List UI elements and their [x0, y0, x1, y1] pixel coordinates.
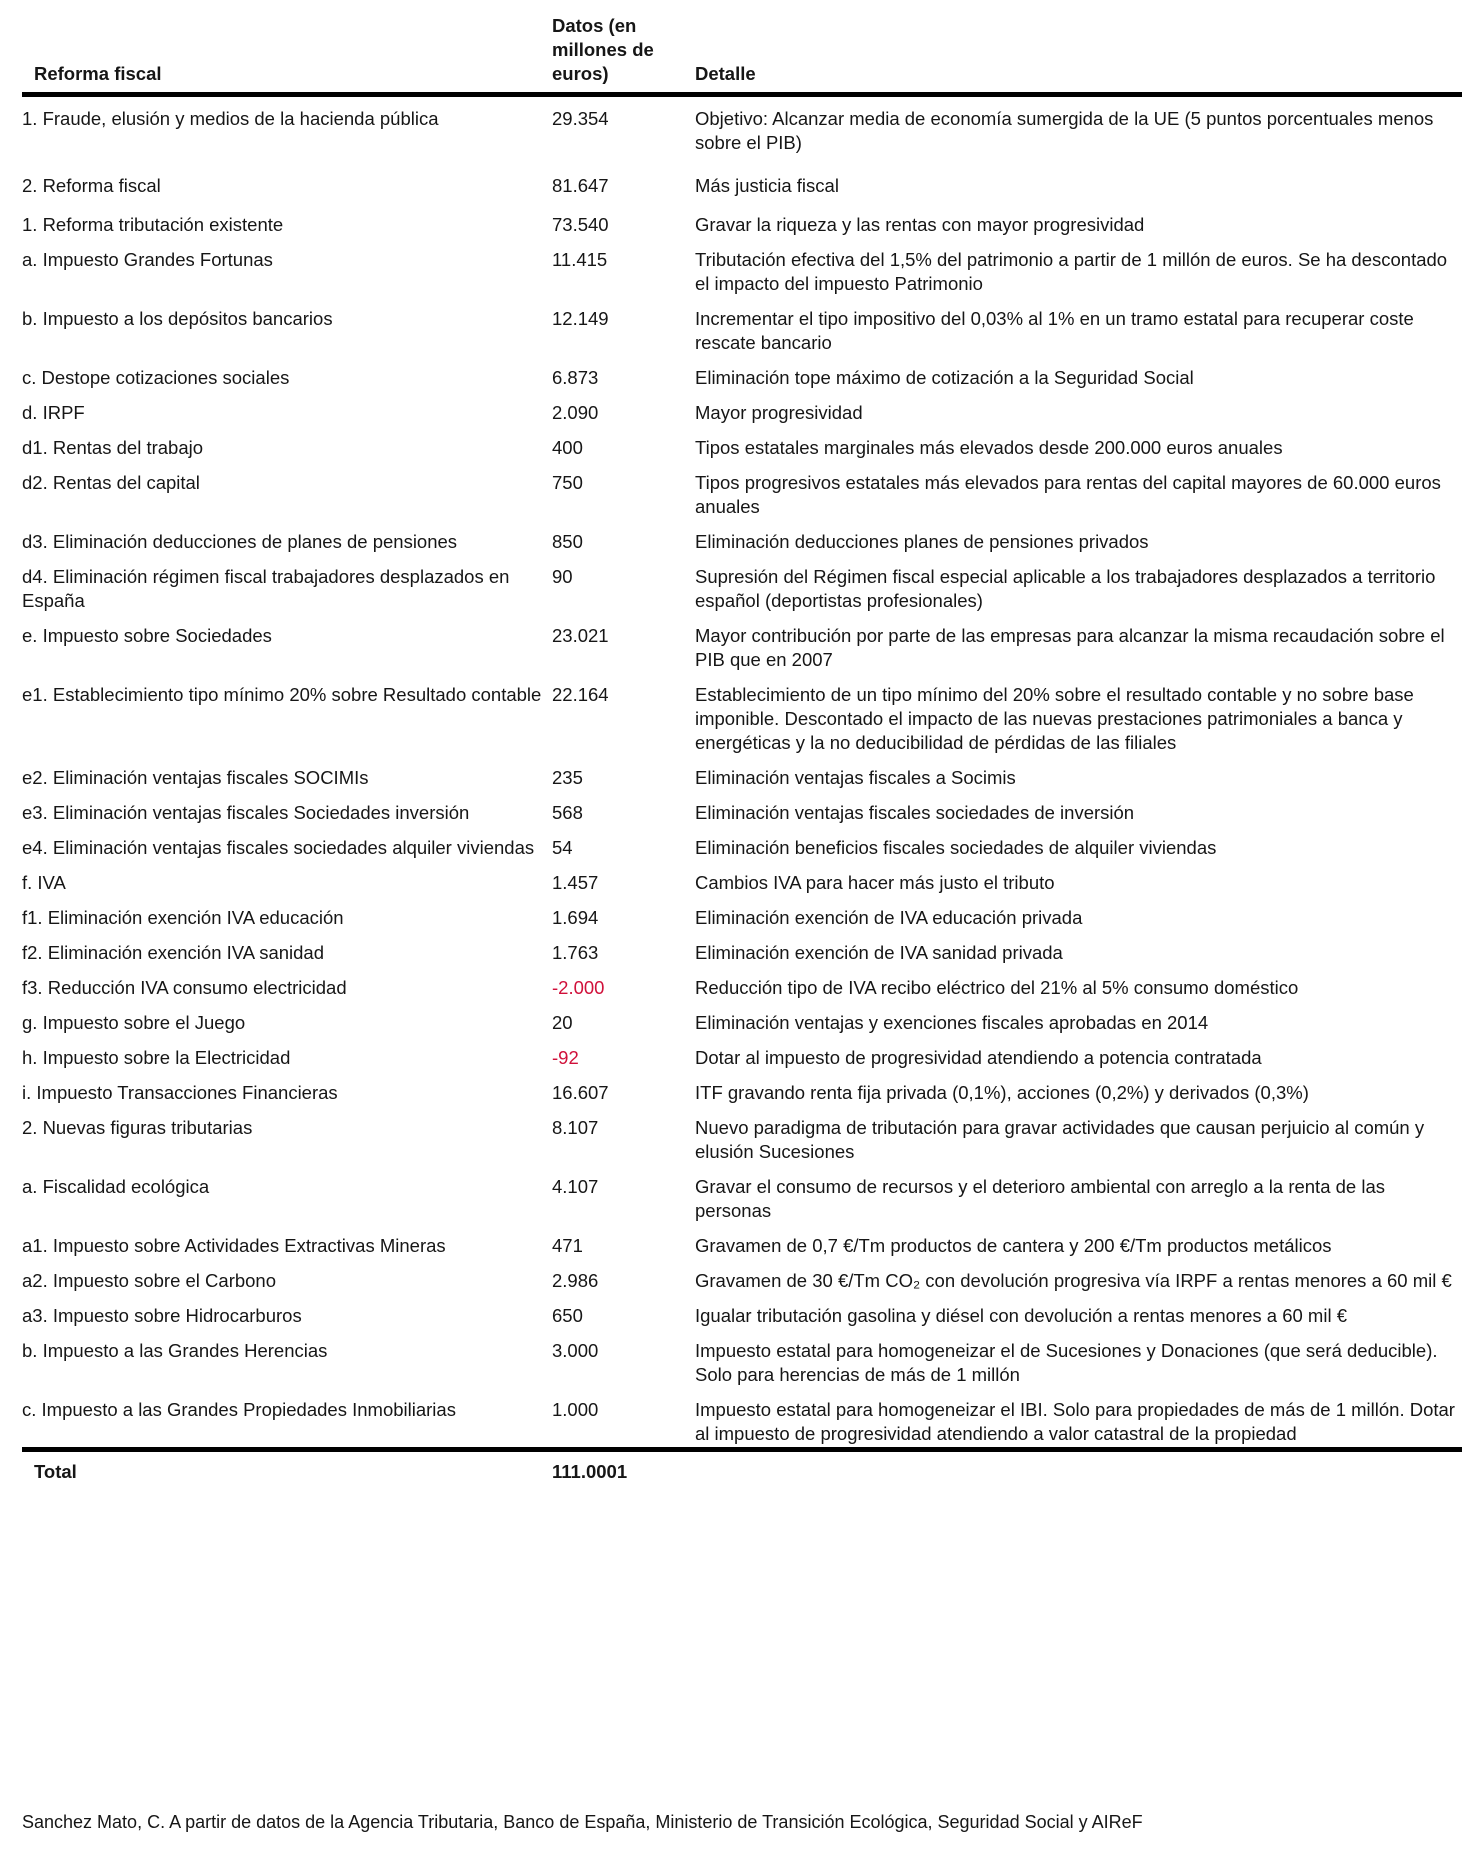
table-row [22, 1298, 1462, 1333]
row-item-label: 2. Reforma fiscal [22, 175, 161, 196]
row-value: 8.107 [552, 1117, 599, 1138]
row-item-label: 1. Fraude, elusión y medios de la hacienda pública [22, 108, 439, 129]
row-item-label: a2. Impuesto sobre el Carbono [22, 1270, 277, 1291]
table-row [22, 1005, 1462, 1040]
row-value: 16.607 [552, 1082, 609, 1103]
row-item-label: c. Impuesto a las Grandes Propiedades Inmobiliarias [22, 1392, 552, 1450]
fiscal-reform-table [22, 14, 1462, 1484]
row-item-label: e. Impuesto sobre Sociedades [22, 625, 272, 646]
table-row [22, 465, 1462, 524]
row-item-label: f3. Reducción IVA consumo electricidad [22, 977, 347, 998]
row-detail: Eliminación beneficios fiscales sociedades de alquiler viviendas [695, 837, 1217, 858]
row-value: 4.107 [552, 1176, 599, 1197]
table-row [22, 865, 1462, 900]
row-item-label: 2. Nuevas figuras tributarias [22, 1117, 253, 1138]
row-value: 1.694 [552, 907, 599, 928]
row-value: 2.090 [552, 402, 599, 423]
table-footer [22, 1450, 1462, 1485]
row-detail: Gravar el consumo de recursos y el deterioro ambiental con arreglo a la renta de las personas [695, 1176, 1385, 1221]
row-item-label: f1. Eliminación exención IVA educación [22, 907, 344, 928]
table-body [22, 95, 1462, 1450]
row-value: 23.021 [552, 625, 609, 646]
row-item-label: e1. Establecimiento tipo mínimo 20% sobre Resultado contable [22, 684, 542, 705]
header-item: Reforma fiscal [22, 14, 552, 95]
row-item-label: b. Impuesto a los depósitos bancarios [22, 308, 333, 329]
table-row [22, 1228, 1462, 1263]
row-item-label: f2. Eliminación exención IVA sanidad [22, 942, 325, 963]
table-row [22, 95, 1462, 165]
row-item-label: c. Destope cotizaciones sociales [22, 367, 290, 388]
total-value: 111.0001 [552, 1461, 628, 1482]
header-row [22, 14, 1462, 95]
row-detail: Eliminación tope máximo de cotización a la Seguridad Social [695, 367, 1194, 388]
row-value: 81.647 [552, 175, 609, 196]
row-detail: Eliminación deducciones planes de pensiones privados [695, 531, 1149, 552]
table-row [22, 1075, 1462, 1110]
row-item-label: e4. Eliminación ventajas fiscales sociedades alquiler viviendas [22, 837, 535, 858]
table-row [22, 164, 1462, 207]
row-item-label: a. Fiscalidad ecológica [22, 1176, 210, 1197]
row-detail: Mayor progresividad [695, 402, 863, 423]
row-detail: Eliminación ventajas fiscales sociedades de inversión [695, 802, 1135, 823]
row-detail: Más justicia fiscal [695, 175, 839, 196]
row-item-label: h. Impuesto sobre la Electricidad [22, 1047, 291, 1068]
table-row [22, 830, 1462, 865]
header-value: Datos (en millones de euros) [552, 14, 695, 95]
row-item-label: a. Impuesto Grandes Fortunas [22, 249, 273, 270]
row-detail: Mayor contribución por parte de las empresas para alcanzar la misma recaudación sobre el PIB que en 2007 [695, 625, 1445, 670]
row-detail: Eliminación exención de IVA educación privada [695, 907, 1083, 928]
total-detail-empty [695, 1450, 1462, 1485]
row-detail: Igualar tributación gasolina y diésel con devolución a rentas menores a 60 mil € [695, 1305, 1347, 1326]
row-item-label: a1. Impuesto sobre Actividades Extractivas Mineras [22, 1235, 446, 1256]
row-item-label: a3. Impuesto sobre Hidrocarburos [22, 1305, 302, 1326]
row-item-label: d3. Eliminación deducciones de planes de pensiones [22, 531, 458, 552]
table-row [22, 1169, 1462, 1228]
table-row [22, 430, 1462, 465]
row-value: 400 [552, 437, 583, 458]
row-value: 11.415 [552, 249, 608, 270]
table-row [22, 1040, 1462, 1075]
row-value: 1.457 [552, 872, 599, 893]
row-item-label: d1. Rentas del trabajo [22, 437, 204, 458]
row-detail: Eliminación ventajas y exenciones fiscales aprobadas en 2014 [695, 1012, 1209, 1033]
table-row [22, 559, 1462, 618]
table-row [22, 900, 1462, 935]
row-item-label: 1. Reforma tributación existente [22, 214, 284, 235]
row-detail: Nuevo paradigma de tributación para gravar actividades que causan perjuicio al común y elusión Sucesiones [695, 1117, 1425, 1162]
row-value: 1.763 [552, 942, 599, 963]
row-value: 471 [552, 1235, 583, 1256]
row-item-label: d. IRPF [22, 402, 85, 423]
row-detail: Reducción tipo de IVA recibo eléctrico del 21% al 5% consumo doméstico [695, 977, 1299, 998]
row-value: 650 [552, 1305, 583, 1326]
table-row [22, 1263, 1462, 1298]
row-value: 568 [552, 802, 583, 823]
table-row [22, 207, 1462, 242]
table-row [22, 760, 1462, 795]
row-detail: Tipos progresivos estatales más elevados para rentas del capital mayores de 60.000 euros anuales [695, 472, 1441, 517]
row-value: 750 [552, 472, 583, 493]
table-row [22, 242, 1462, 301]
row-item-label: e3. Eliminación ventajas fiscales Sociedades inversión [22, 802, 470, 823]
source-note: Sanchez Mato, C. A partir de datos de la Agencia Tributaria, Banco de España, Ministerio de Transición Ecológica, Seguridad Social y AIReF [22, 1812, 1143, 1832]
row-value: 6.873 [552, 367, 599, 388]
table-row [22, 301, 1462, 360]
table-row [22, 795, 1462, 830]
row-value: 2.986 [552, 1270, 599, 1291]
row-detail: Gravamen de 30 €/Tm CO₂ con devolución progresiva vía IRPF a rentas menores a 60 mil € [695, 1270, 1452, 1291]
row-value: 73.540 [552, 214, 609, 235]
row-item-label: b. Impuesto a las Grandes Herencias [22, 1340, 328, 1361]
row-detail: Cambios IVA para hacer más justo el tributo [695, 872, 1055, 893]
table-row [22, 360, 1462, 395]
row-value: 3.000 [552, 1340, 599, 1361]
row-value: 22.164 [552, 684, 609, 705]
row-detail: Impuesto estatal para homogeneizar el IBI. Solo para propiedades de más de 1 millón. Dotar al impuesto de progresividad atendiendo a valor catastral de la propiedad [695, 1392, 1462, 1450]
row-item-label: g. Impuesto sobre el Juego [22, 1012, 246, 1033]
row-value-negative: -92 [552, 1047, 579, 1068]
row-value: 850 [552, 531, 583, 552]
total-label: Total [34, 1461, 77, 1482]
row-detail: Establecimiento de un tipo mínimo del 20% sobre el resultado contable y no sobre base imponible. Descontado el impacto de las nuevas prestaciones patrimoniales a banca y energéticas y la no deducibilidad de pérdidas de las filiales [695, 684, 1414, 753]
row-detail: Eliminación exención de IVA sanidad privada [695, 942, 1063, 963]
table-header [22, 14, 1462, 95]
row-detail: Objetivo: Alcanzar media de economía sumergida de la UE (5 puntos porcentuales menos sobre el PIB) [695, 108, 1434, 153]
row-detail: Tributación efectiva del 1,5% del patrimonio a partir de 1 millón de euros. Se ha descontado el impacto del impuesto Patrimonio [695, 249, 1448, 294]
row-item-label: e2. Eliminación ventajas fiscales SOCIMIs [22, 767, 369, 788]
row-detail: Gravar la riqueza y las rentas con mayor progresividad [695, 214, 1145, 235]
fiscal-reform-table-container [22, 14, 1462, 1484]
row-detail: Supresión del Régimen fiscal especial aplicable a los trabajadores desplazados a territorio español (deportistas profesionales) [695, 566, 1436, 611]
table-row [22, 1333, 1462, 1392]
row-detail: Incrementar el tipo impositivo del 0,03% al 1% en un tramo estatal para recuperar coste rescate bancario [695, 308, 1414, 353]
row-value: 29.354 [552, 108, 609, 129]
row-item-label: i. Impuesto Transacciones Financieras [22, 1082, 338, 1103]
row-value: 235 [552, 767, 583, 788]
row-value: 1.000 [552, 1392, 695, 1450]
row-value: 12.149 [552, 308, 609, 329]
table-row [22, 1110, 1462, 1169]
row-value: 20 [552, 1012, 573, 1033]
table-row [22, 395, 1462, 430]
row-detail: Dotar al impuesto de progresividad atendiendo a potencia contratada [695, 1047, 1262, 1068]
table-row [22, 935, 1462, 970]
total-row [22, 1450, 1462, 1485]
header-detail: Detalle [695, 14, 1462, 95]
table-row [22, 524, 1462, 559]
row-value: 54 [552, 837, 573, 858]
row-item-label: d4. Eliminación régimen fiscal trabajadores desplazados en España [22, 566, 510, 611]
table-row [22, 1392, 1462, 1450]
row-detail: Impuesto estatal para homogeneizar el de Sucesiones y Donaciones (que será deducible). Solo para herencias de más de 1 millón [695, 1340, 1438, 1385]
row-detail: Gravamen de 0,7 €/Tm productos de cantera y 200 €/Tm productos metálicos [695, 1235, 1332, 1256]
table-row [22, 618, 1462, 677]
row-detail: ITF gravando renta fija privada (0,1%), acciones (0,2%) y derivados (0,3%) [695, 1082, 1309, 1103]
row-item-label: d2. Rentas del capital [22, 472, 200, 493]
row-detail: Eliminación ventajas fiscales a Socimis [695, 767, 1016, 788]
row-value-negative: -2.000 [552, 977, 605, 998]
row-detail: Tipos estatales marginales más elevados desde 200.000 euros anuales [695, 437, 1283, 458]
row-value: 90 [552, 566, 573, 587]
row-item-label: f. IVA [22, 872, 66, 893]
table-row [22, 677, 1462, 760]
table-row [22, 970, 1462, 1005]
